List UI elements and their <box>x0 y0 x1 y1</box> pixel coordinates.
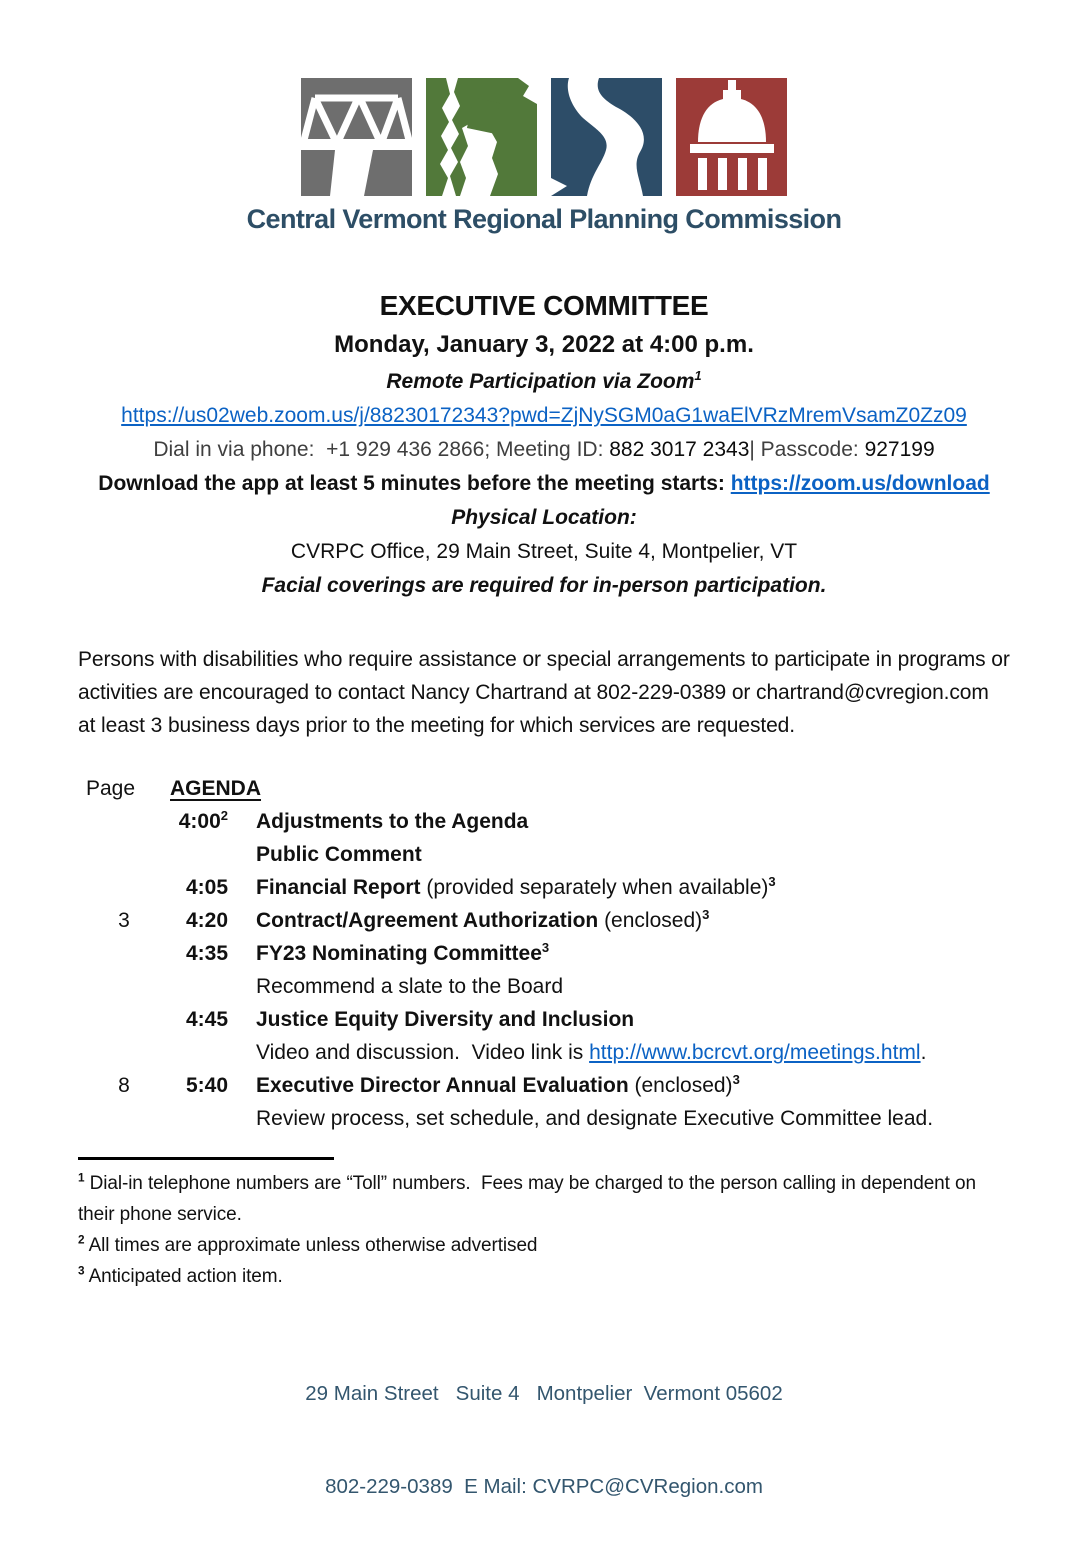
zoom-meeting-link[interactable]: https://us02web.zoom.us/j/88230172343?pwd=ZjNySGM0aG1waElVRzMremVsamZ0Zz09 <box>121 404 967 427</box>
agenda-time: 5:40 <box>185 1074 228 1097</box>
agenda-text-segment: Justice Equity Diversity and Inclusion <box>256 1008 635 1031</box>
capitol-dome-icon <box>676 78 787 196</box>
agenda-text-segment: Executive Director Annual Evaluation <box>256 1074 629 1097</box>
agenda-page-number: 3 <box>118 909 130 932</box>
agenda-item-text <box>256 904 1010 937</box>
agenda-text-segment: Contract/Agreement Authorization <box>256 909 599 932</box>
agenda-item-text <box>256 805 1010 838</box>
agenda-page-number <box>78 1102 170 1135</box>
agenda-item-text <box>256 1069 1010 1102</box>
footnote-text: Anticipated action item. <box>84 1266 283 1287</box>
remote-participation-text: Remote Participation via Zoom <box>386 370 695 393</box>
agenda-time: 4:05 <box>185 876 228 899</box>
agenda-video-link[interactable]: http://www.bcrcvt.org/meetings.html <box>589 1041 921 1064</box>
agenda-time: 4:45 <box>185 1008 228 1031</box>
agenda-page-column-header: Page <box>86 777 136 800</box>
agenda-page-number <box>78 871 170 904</box>
accessibility-note: Persons with disabilities who require assistance or special arrangements to participate in programs or activities are encouraged to contact Nancy Chartrand at 802-229-0389 or chartrand@cvregion.com at least 3 business days prior to the meeting for which services are requested. <box>78 648 1010 737</box>
river-icon <box>551 78 662 196</box>
dial-in-prefix: Dial in via phone: +1 929 436 2866; Meeting ID: <box>153 438 610 461</box>
footnote-ref-1: 1 <box>694 368 702 383</box>
agenda-item-text <box>256 1036 1010 1069</box>
passcode-label: | Passcode: <box>749 438 865 461</box>
agenda-time <box>170 1036 256 1069</box>
agenda-item-text <box>256 970 1010 1003</box>
footnote <box>78 1230 1010 1261</box>
bridge-icon <box>301 78 412 196</box>
agenda-time <box>170 1102 256 1135</box>
meeting-id: 882 3017 2343 <box>609 438 750 461</box>
footnote-ref: 3 <box>768 874 776 889</box>
agenda-rows <box>78 805 1010 1135</box>
agenda-page-number <box>78 1003 170 1036</box>
agenda-text-segment: Video and discussion. Video link is <box>256 1041 590 1064</box>
footnote-text: All times are approximate unless otherwise advertised <box>84 1235 538 1256</box>
footnote-ref: 3 <box>732 1072 740 1087</box>
facial-coverings-note: Facial coverings are required for in-person participation. <box>261 574 827 597</box>
agenda-row <box>78 970 1010 1003</box>
agenda-time: 4:35 <box>185 942 228 965</box>
agenda-row <box>78 871 1010 904</box>
footnote-divider <box>78 1157 334 1160</box>
agenda-time: 4:20 <box>185 909 228 932</box>
page-title: EXECUTIVE COMMITTEE <box>379 290 709 321</box>
agenda-row <box>78 805 1010 838</box>
agenda-item-text <box>256 838 1010 871</box>
agenda-title-header: AGENDA <box>170 777 262 800</box>
agenda-text-segment: Recommend a slate to the Board <box>256 975 564 998</box>
agenda-text-segment: Review process, set schedule, and designate Executive Committee lead. <box>256 1107 934 1130</box>
physical-location-label: Physical Location: <box>451 506 637 529</box>
agenda-item-text <box>256 1003 1010 1036</box>
zoom-link-line <box>78 400 1010 431</box>
passcode-value: 927199 <box>864 438 935 461</box>
footnote <box>78 1168 1010 1230</box>
cvrpc-logo-tiles <box>301 78 787 198</box>
footnote-ref: 3 <box>541 940 550 955</box>
agenda-row <box>78 1069 1010 1102</box>
agenda-row <box>78 937 1010 970</box>
document-footer <box>0 1316 1088 1564</box>
agenda-page-number: 8 <box>118 1074 130 1097</box>
agenda-item-text <box>256 1102 1010 1135</box>
agenda-time: $4:00^2$ <box>178 808 228 833</box>
footnote-marker: 2 <box>78 1233 85 1247</box>
agenda-item-text <box>256 937 1010 970</box>
agenda-page-number <box>78 838 170 871</box>
agenda-page-number <box>78 970 170 1003</box>
dial-in-line <box>78 434 1010 465</box>
agenda-row <box>78 1036 1010 1069</box>
agenda-text-segment: Financial Report <box>256 876 421 899</box>
agenda-time <box>170 970 256 1003</box>
agenda-page-number <box>78 937 170 970</box>
vermont-map-icon <box>426 78 537 196</box>
footer-address: 29 Main Street Suite 4 Montpelier Vermont 05602 <box>305 1382 783 1405</box>
agenda-row <box>78 1102 1010 1135</box>
footnote-ref: 3 <box>702 907 710 922</box>
agenda-text-segment: FY23 Nominating Committee <box>256 942 542 965</box>
remote-participation-label <box>78 367 1010 397</box>
agenda-page-number <box>78 1036 170 1069</box>
agenda-text-segment: (enclosed) <box>598 909 703 932</box>
footer-contact: 802-229-0389 E Mail: CVRPC@CVRegion.com <box>325 1475 763 1498</box>
cvrpc-logo <box>0 78 1088 235</box>
agenda-row <box>78 904 1010 937</box>
agenda-section <box>78 772 1010 1135</box>
agenda-row <box>78 1003 1010 1036</box>
agenda-text-segment: . <box>920 1041 927 1064</box>
download-line <box>78 468 1010 499</box>
footnote-marker: 1 <box>78 1171 85 1185</box>
footnote <box>78 1261 1010 1292</box>
agenda-text-segment: (enclosed) <box>628 1074 733 1097</box>
download-text: Download the app at least 5 minutes before the meeting starts: <box>98 472 731 495</box>
meeting-datetime: Monday, January 3, 2022 at 4:00 p.m. <box>334 331 754 358</box>
agenda-row <box>78 838 1010 871</box>
agenda-page-number <box>78 805 170 838</box>
agenda-item-text <box>256 871 1010 904</box>
footnote-text: Dial-in telephone numbers are “Toll” numbers. Fees may be charged to the person calling in dependent on their phone service. <box>78 1173 982 1225</box>
footnote-marker: 3 <box>78 1264 85 1278</box>
agenda-text-segment: Adjustments to the Agenda <box>256 810 529 833</box>
footnotes <box>78 1168 1010 1292</box>
logo-wordmark: Central Vermont Regional Planning Commission <box>246 204 842 234</box>
zoom-download-link[interactable]: https://zoom.us/download <box>730 472 990 495</box>
agenda-text-segment: (provided separately when available) <box>420 876 769 899</box>
office-address: CVRPC Office, 29 Main Street, Suite 4, Montpelier, VT <box>290 540 798 563</box>
agenda-time <box>170 838 256 871</box>
agenda-text-segment: Public Comment <box>256 843 422 866</box>
agenda-header <box>78 772 1010 805</box>
